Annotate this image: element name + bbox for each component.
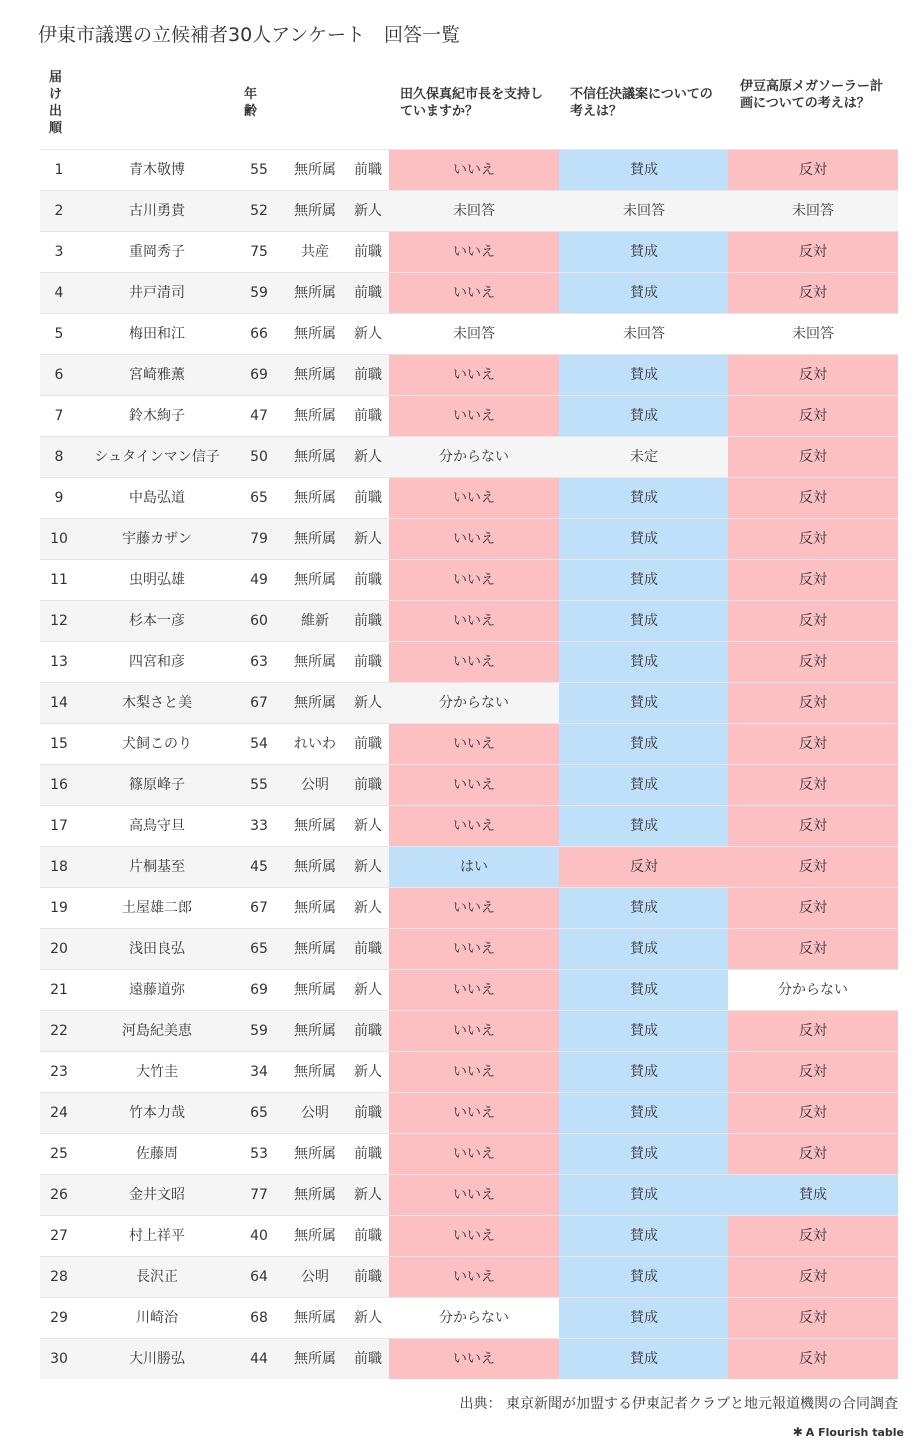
cell-age: 66	[250, 326, 268, 342]
cell-party: 公明	[301, 777, 329, 793]
cell-q3: 未回答	[728, 314, 898, 354]
cell-id: 16	[50, 777, 68, 793]
cell-q1: 未回答	[389, 314, 559, 354]
cell-party: 無所属	[294, 1351, 336, 1367]
cell-party: 共産	[301, 244, 329, 260]
header-q2[interactable]: 不信任決議案についての考えは？	[570, 87, 713, 119]
cell-age: 65	[250, 490, 268, 506]
cell-status: 新人	[354, 1310, 382, 1326]
cell-name: 佐藤周	[136, 1146, 178, 1162]
cell-q2: 賛成	[559, 765, 729, 805]
table-row	[40, 477, 898, 518]
cell-party: 無所属	[294, 859, 336, 875]
cell-age: 53	[250, 1146, 268, 1162]
cell-q3: 反対	[728, 1134, 898, 1174]
cell-q2: 未回答	[559, 191, 729, 231]
header-q3[interactable]: 伊豆高原メガソーラー計画についての考えは？	[740, 79, 884, 111]
table-row	[40, 231, 898, 272]
cell-q3: 反対	[728, 724, 898, 764]
cell-status: 前職	[354, 941, 382, 957]
cell-status: 前職	[354, 613, 382, 629]
cell-q2: 賛成	[559, 1257, 729, 1297]
cell-age: 55	[250, 162, 268, 178]
cell-q3: 反対	[728, 1093, 898, 1133]
cell-id: 12	[50, 613, 68, 629]
cell-q2: 賛成	[559, 724, 729, 764]
table-row	[40, 1256, 898, 1297]
cell-status: 新人	[354, 449, 382, 465]
table-row	[40, 190, 898, 231]
cell-age: 63	[250, 654, 268, 670]
cell-q3: 反対	[728, 806, 898, 846]
cell-status: 前職	[354, 1351, 382, 1367]
cell-q1: いいえ	[389, 355, 559, 395]
cell-q1: いいえ	[389, 929, 559, 969]
cell-party: 無所属	[294, 1064, 336, 1080]
cell-party: 無所属	[294, 695, 336, 711]
cell-name: 中島弘道	[129, 490, 185, 506]
cell-status: 新人	[354, 531, 382, 547]
cell-id: 5	[54, 326, 64, 342]
cell-age: 47	[250, 408, 268, 424]
flourish-credit[interactable]	[793, 1425, 904, 1439]
table-row	[40, 969, 898, 1010]
cell-status: 前職	[354, 1228, 382, 1244]
credit-label: A Flourish table	[805, 1426, 904, 1439]
table-row	[40, 1215, 898, 1256]
cell-status: 新人	[354, 1187, 382, 1203]
cell-status: 前職	[354, 408, 382, 424]
header-id[interactable]: 届け出順	[49, 70, 63, 136]
cell-q1: 分からない	[389, 1298, 559, 1338]
cell-q1: はい	[389, 847, 559, 887]
cell-party: 無所属	[294, 1187, 336, 1203]
cell-party: 公明	[301, 1105, 329, 1121]
cell-party: 無所属	[294, 900, 336, 916]
cell-q2: 反対	[559, 847, 729, 887]
cell-age: 64	[250, 1269, 268, 1285]
cell-id: 2	[54, 203, 64, 219]
cell-status: 前職	[354, 1105, 382, 1121]
cell-age: 33	[250, 818, 268, 834]
cell-name: シュタインマン信子	[94, 449, 220, 465]
cell-q1: いいえ	[389, 519, 559, 559]
cell-name: 長沢正	[136, 1269, 178, 1285]
cell-age: 44	[250, 1351, 268, 1367]
cell-name: 土屋雄二郎	[122, 900, 192, 916]
cell-age: 40	[250, 1228, 268, 1244]
cell-q3: 分からない	[728, 970, 898, 1010]
cell-q3: 反対	[728, 765, 898, 805]
table-header	[40, 64, 898, 149]
cell-party: 無所属	[294, 1023, 336, 1039]
cell-q1: いいえ	[389, 1052, 559, 1092]
cell-age: 59	[250, 285, 268, 301]
table-body	[40, 149, 898, 1379]
cell-id: 15	[50, 736, 68, 752]
table-row	[40, 436, 898, 477]
table-row	[40, 313, 898, 354]
cell-name: 四宮和彦	[129, 654, 185, 670]
cell-q2: 賛成	[559, 642, 729, 682]
cell-q2: 未回答	[559, 314, 729, 354]
cell-q3: 反対	[728, 888, 898, 928]
cell-name: 高鳥守旦	[129, 818, 185, 834]
cell-age: 79	[250, 531, 268, 547]
cell-age: 34	[250, 1064, 268, 1080]
cell-q3: 反対	[728, 519, 898, 559]
cell-age: 55	[250, 777, 268, 793]
cell-q1: いいえ	[389, 560, 559, 600]
cell-q1: 分からない	[389, 683, 559, 723]
cell-party: 無所属	[294, 449, 336, 465]
table-row	[40, 1297, 898, 1338]
table-row	[40, 1010, 898, 1051]
cell-q2: 賛成	[559, 396, 729, 436]
cell-id: 18	[50, 859, 68, 875]
cell-party: 無所属	[294, 572, 336, 588]
cell-q3: 反対	[728, 273, 898, 313]
cell-name: 杉本一彦	[129, 613, 185, 629]
cell-q2: 賛成	[559, 806, 729, 846]
cell-party: れいわ	[294, 736, 336, 752]
table-row	[40, 600, 898, 641]
cell-q2: 賛成	[559, 1175, 729, 1215]
cell-q3: 反対	[728, 232, 898, 272]
cell-id: 27	[50, 1228, 68, 1244]
table-row	[40, 354, 898, 395]
cell-q3: 反対	[728, 150, 898, 190]
table-row	[40, 1051, 898, 1092]
cell-id: 1	[54, 162, 64, 178]
cell-status: 新人	[354, 203, 382, 219]
cell-status: 新人	[354, 859, 382, 875]
cell-name: 宇藤カザン	[122, 531, 192, 547]
cell-name: 金井文昭	[129, 1187, 185, 1203]
cell-q2: 賛成	[559, 355, 729, 395]
table-row	[40, 764, 898, 805]
cell-status: 新人	[354, 1064, 382, 1080]
cell-id: 25	[50, 1146, 68, 1162]
cell-q1: 未回答	[389, 191, 559, 231]
cell-q3: 反対	[728, 478, 898, 518]
cell-status: 前職	[354, 490, 382, 506]
cell-name: 村上祥平	[129, 1228, 185, 1244]
cell-age: 45	[250, 859, 268, 875]
cell-party: 無所属	[294, 941, 336, 957]
cell-q2: 賛成	[559, 560, 729, 600]
cell-q2: 賛成	[559, 1216, 729, 1256]
table-row	[40, 395, 898, 436]
cell-q3: 反対	[728, 1216, 898, 1256]
cell-q3: 反対	[728, 1339, 898, 1379]
cell-party: 無所属	[294, 285, 336, 301]
table-row	[40, 641, 898, 682]
cell-status: 前職	[354, 572, 382, 588]
cell-party: 無所属	[294, 203, 336, 219]
cell-q3: 反対	[728, 1298, 898, 1338]
cell-q2: 賛成	[559, 601, 729, 641]
cell-q1: いいえ	[389, 1093, 559, 1133]
cell-name: 木梨さと美	[122, 695, 192, 711]
cell-id: 4	[54, 285, 64, 301]
cell-name: 川崎治	[136, 1310, 178, 1326]
cell-q3: 未回答	[728, 191, 898, 231]
cell-status: 前職	[354, 777, 382, 793]
cell-party: 無所属	[294, 818, 336, 834]
cell-party: 無所属	[294, 1228, 336, 1244]
table-row	[40, 559, 898, 600]
cell-q3: 反対	[728, 1011, 898, 1051]
cell-status: 新人	[354, 900, 382, 916]
table-row	[40, 518, 898, 559]
cell-age: 68	[250, 1310, 268, 1326]
cell-q2: 賛成	[559, 478, 729, 518]
cell-status: 新人	[354, 326, 382, 342]
cell-q1: いいえ	[389, 1134, 559, 1174]
cell-name: 片桐基至	[129, 859, 185, 875]
cell-name: 井戸清司	[129, 285, 185, 301]
cell-q1: いいえ	[389, 396, 559, 436]
cell-q2: 賛成	[559, 273, 729, 313]
cell-name: 古川勇貴	[129, 203, 185, 219]
cell-status: 前職	[354, 162, 382, 178]
cell-id: 17	[50, 818, 68, 834]
cell-id: 22	[50, 1023, 68, 1039]
cell-age: 65	[250, 941, 268, 957]
cell-q2: 賛成	[559, 1339, 729, 1379]
cell-q3: 反対	[728, 355, 898, 395]
cell-age: 75	[250, 244, 268, 260]
cell-age: 65	[250, 1105, 268, 1121]
cell-name: 虫明弘雄	[129, 572, 185, 588]
cell-age: 77	[250, 1187, 268, 1203]
cell-q3: 賛成	[728, 1175, 898, 1215]
cell-q3: 反対	[728, 437, 898, 477]
cell-party: 無所属	[294, 654, 336, 670]
cell-status: 前職	[354, 367, 382, 383]
cell-id: 30	[50, 1351, 68, 1367]
cell-q1: いいえ	[389, 1216, 559, 1256]
cell-age: 67	[250, 695, 268, 711]
cell-name: 篠原峰子	[129, 777, 185, 793]
cell-id: 11	[50, 572, 68, 588]
cell-id: 7	[54, 408, 64, 424]
table-row	[40, 805, 898, 846]
cell-id: 3	[54, 244, 64, 260]
table-row	[40, 1338, 898, 1379]
cell-q2: 賛成	[559, 1093, 729, 1133]
cell-name: 大川勝弘	[129, 1351, 185, 1367]
cell-q1: いいえ	[389, 232, 559, 272]
cell-id: 29	[50, 1310, 68, 1326]
cell-status: 新人	[354, 982, 382, 998]
cell-status: 前職	[354, 654, 382, 670]
cell-q2: 賛成	[559, 1011, 729, 1051]
cell-age: 52	[250, 203, 268, 219]
table-row	[40, 846, 898, 887]
cell-q3: 反対	[728, 1257, 898, 1297]
cell-q1: いいえ	[389, 765, 559, 805]
cell-q1: いいえ	[389, 888, 559, 928]
cell-age: 69	[250, 367, 268, 383]
source-note: 出典： 東京新聞が加盟する伊東記者クラブと地元報道機関の合同調査	[459, 1396, 898, 1412]
cell-q2: 賛成	[559, 1298, 729, 1338]
cell-age: 50	[250, 449, 268, 465]
cell-status: 前職	[354, 285, 382, 301]
cell-q3: 反対	[728, 847, 898, 887]
cell-age: 54	[250, 736, 268, 752]
cell-name: 青木敬博	[129, 162, 185, 178]
cell-q2: 賛成	[559, 970, 729, 1010]
cell-name: 竹本力哉	[129, 1105, 185, 1121]
cell-q3: 反対	[728, 396, 898, 436]
cell-status: 新人	[354, 695, 382, 711]
cell-age: 59	[250, 1023, 268, 1039]
cell-name: 犬飼このり	[122, 736, 192, 752]
cell-q1: いいえ	[389, 1257, 559, 1297]
cell-id: 20	[50, 941, 68, 957]
cell-name: 大竹圭	[136, 1064, 178, 1080]
table-row	[40, 928, 898, 969]
cell-q2: 賛成	[559, 929, 729, 969]
table-row	[40, 1174, 898, 1215]
cell-q1: いいえ	[389, 724, 559, 764]
cell-q3: 反対	[728, 601, 898, 641]
cell-q3: 反対	[728, 683, 898, 723]
table-row	[40, 682, 898, 723]
cell-name: 重岡秀子	[129, 244, 185, 260]
cell-q2: 賛成	[559, 1134, 729, 1174]
cell-name: 遠藤道弥	[129, 982, 185, 998]
cell-id: 23	[50, 1064, 68, 1080]
cell-party: 無所属	[294, 408, 336, 424]
cell-q2: 賛成	[559, 232, 729, 272]
cell-q2: 賛成	[559, 888, 729, 928]
cell-status: 前職	[354, 1269, 382, 1285]
cell-q1: いいえ	[389, 1339, 559, 1379]
cell-status: 前職	[354, 1023, 382, 1039]
cell-party: 無所属	[294, 531, 336, 547]
cell-party: 無所属	[294, 490, 336, 506]
cell-q1: いいえ	[389, 601, 559, 641]
cell-q2: 賛成	[559, 150, 729, 190]
table-row	[40, 723, 898, 764]
table-row	[40, 1133, 898, 1174]
cell-q3: 反対	[728, 642, 898, 682]
cell-id: 26	[50, 1187, 68, 1203]
cell-id: 13	[50, 654, 68, 670]
cell-q1: いいえ	[389, 806, 559, 846]
cell-q2: 賛成	[559, 683, 729, 723]
table-row	[40, 887, 898, 928]
cell-age: 67	[250, 900, 268, 916]
cell-name: 宮崎雅薫	[129, 367, 185, 383]
cell-party: 無所属	[294, 367, 336, 383]
cell-age: 69	[250, 982, 268, 998]
cell-party: 無所属	[294, 1310, 336, 1326]
table-row	[40, 149, 898, 190]
cell-status: 新人	[354, 818, 382, 834]
cell-q1: 分からない	[389, 437, 559, 477]
cell-party: 無所属	[294, 326, 336, 342]
cell-q1: いいえ	[389, 150, 559, 190]
cell-status: 前職	[354, 736, 382, 752]
cell-party: 無所属	[294, 1146, 336, 1162]
cell-q2: 未定	[559, 437, 729, 477]
cell-id: 28	[50, 1269, 68, 1285]
cell-q1: いいえ	[389, 1175, 559, 1215]
cell-id: 24	[50, 1105, 68, 1121]
cell-id: 14	[50, 695, 68, 711]
cell-q3: 反対	[728, 929, 898, 969]
cell-name: 浅田良弘	[129, 941, 185, 957]
cell-id: 9	[54, 490, 64, 506]
cell-q1: いいえ	[389, 478, 559, 518]
cell-q3: 反対	[728, 560, 898, 600]
header-q1[interactable]: 田久保真紀市長を支持していますか？	[400, 87, 544, 119]
table-row	[40, 272, 898, 313]
cell-name: 鈴木絢子	[129, 408, 185, 424]
cell-q1: いいえ	[389, 642, 559, 682]
cell-id: 21	[50, 982, 68, 998]
cell-age: 49	[250, 572, 268, 588]
cell-status: 前職	[354, 244, 382, 260]
cell-id: 10	[50, 531, 68, 547]
cell-q1: いいえ	[389, 970, 559, 1010]
cell-id: 6	[54, 367, 64, 383]
cell-party: 公明	[301, 1269, 329, 1285]
cell-party: 維新	[301, 613, 329, 629]
cell-party: 無所属	[294, 162, 336, 178]
table-row	[40, 1092, 898, 1133]
cell-q1: いいえ	[389, 1011, 559, 1051]
cell-q2: 賛成	[559, 519, 729, 559]
cell-q2: 賛成	[559, 1052, 729, 1092]
cell-id: 8	[54, 449, 64, 465]
cell-name: 河島紀美恵	[122, 1023, 192, 1039]
header-age[interactable]: 年齢	[244, 87, 258, 119]
cell-id: 19	[50, 900, 68, 916]
cell-status: 前職	[354, 1146, 382, 1162]
cell-age: 60	[250, 613, 268, 629]
cell-q3: 反対	[728, 1052, 898, 1092]
flourish-star-icon: ✱	[792, 1425, 803, 1439]
cell-party: 無所属	[294, 982, 336, 998]
page-title: 伊東市議選の立候補者30人アンケート 回答一覧	[38, 24, 461, 46]
cell-q1: いいえ	[389, 273, 559, 313]
cell-name: 梅田和江	[129, 326, 185, 342]
